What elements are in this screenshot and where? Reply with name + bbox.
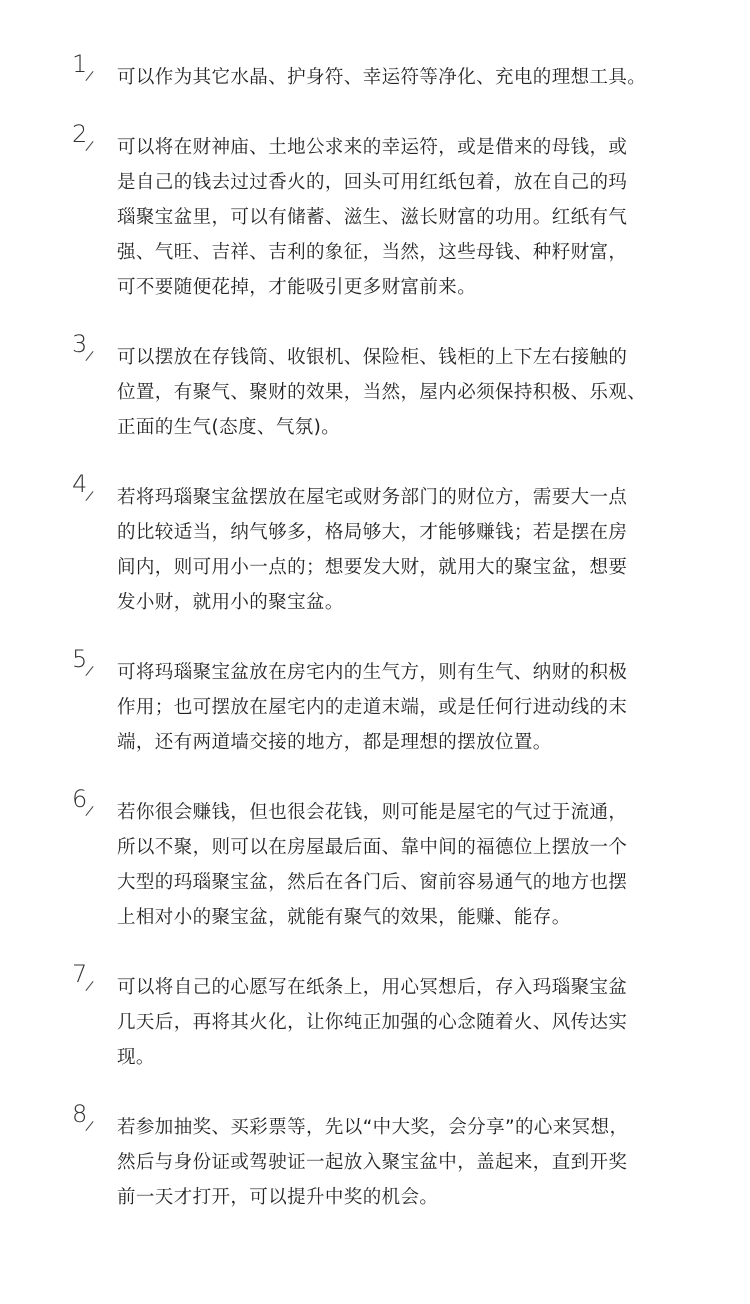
item-text-line: 若你很会赚钱，但也很会花钱，则可能是屋宅的气过于流通， — [117, 802, 628, 823]
item-text-line: 上相对小的聚宝盆，就能有聚气的效果，能赚、能存。 — [117, 907, 571, 928]
item-number: 7 — [72, 960, 88, 988]
item-text-line: 所以不聚，则可以在房屋最后面、靠中间的福德位上摆放一个 — [117, 837, 628, 858]
item-text-line: 可以作为其它水晶、护身符、幸运符等净化、充电的理想工具。 — [117, 67, 647, 88]
item-text-line: 几天后，再将其火化，让你纯正加强的心念随着火、风传达实 — [117, 1012, 628, 1033]
item-number: 3 — [72, 330, 88, 358]
item-number: 5 — [72, 645, 88, 673]
item-text-line: 端，还有两道墙交接的地方，都是理想的摆放位置。 — [117, 732, 552, 753]
item-text-line: 间内，则可用小一点的；想要发大财，就用大的聚宝盆，想要 — [117, 557, 628, 578]
item-text — [117, 480, 673, 620]
item-text-line: 是自己的钱去过过香火的，回头可用红纸包着，放在自己的玛 — [117, 172, 628, 193]
item-number: 8 — [72, 1100, 88, 1128]
item-text-line: 若将玛瑙聚宝盆摆放在屋宅或财务部门的财位方，需要大一点 — [117, 487, 628, 508]
item-text-line: 位置，有聚气、聚财的效果，当然，屋内必须保持积极、乐观、 — [117, 382, 647, 403]
item-number: 1 — [72, 50, 88, 78]
item-text — [117, 60, 673, 95]
item-text — [117, 795, 673, 935]
item-text — [117, 970, 673, 1075]
item-text-line: 若参加抽奖、买彩票等，先以“中大奖，会分享”的心来冥想， — [117, 1117, 629, 1138]
item-text-line: 可以将自己的心愿写在纸条上，用心冥想后，存入玛瑙聚宝盆 — [117, 977, 628, 998]
item-text-line: 可以将在财神庙、土地公求来的幸运符，或是借来的母钱，或 — [117, 137, 628, 158]
item-text-line: 可将玛瑙聚宝盆放在房宅内的生气方，则有生气、纳财的积极 — [117, 662, 628, 683]
item-text — [117, 1110, 673, 1215]
item-text-line: 前一天才打开，可以提升中奖的机会。 — [117, 1187, 439, 1208]
item-text — [117, 130, 673, 305]
item-number: 6 — [72, 785, 88, 813]
item-text — [117, 340, 673, 445]
item-text-line: 可以摆放在存钱筒、收银机、保险柜、钱柜的上下左右接触的 — [117, 347, 628, 368]
item-text-line: 可不要随便花掉，才能吸引更多财富前来。 — [117, 277, 477, 298]
item-text-line: 强、气旺、吉祥、吉利的象征，当然，这些母钱、种籽财富， — [117, 242, 628, 263]
item-text-line: 现。 — [117, 1047, 155, 1068]
item-text — [117, 655, 673, 760]
item-text-line: 瑙聚宝盆里，可以有储蓄、滋生、滋长财富的功用。红纸有气 — [117, 207, 628, 228]
item-text-line: 的比较适当，纳气够多，格局够大，才能够赚钱；若是摆在房 — [117, 522, 628, 543]
item-number: 4 — [72, 470, 88, 498]
item-text-line: 发小财，就用小的聚宝盆。 — [117, 592, 344, 613]
item-text-line: 作用；也可摆放在屋宅内的走道末端，或是任何行进动线的末 — [117, 697, 628, 718]
item-text-line: 正面的生气(态度、气氛)。 — [117, 417, 341, 438]
item-text-line: 大型的玛瑙聚宝盆，然后在各门后、窗前容易通气的地方也摆 — [117, 872, 628, 893]
item-text-line: 然后与身份证或驾驶证一起放入聚宝盆中，盖起来，直到开奖 — [117, 1152, 628, 1173]
item-number: 2 — [72, 120, 88, 148]
